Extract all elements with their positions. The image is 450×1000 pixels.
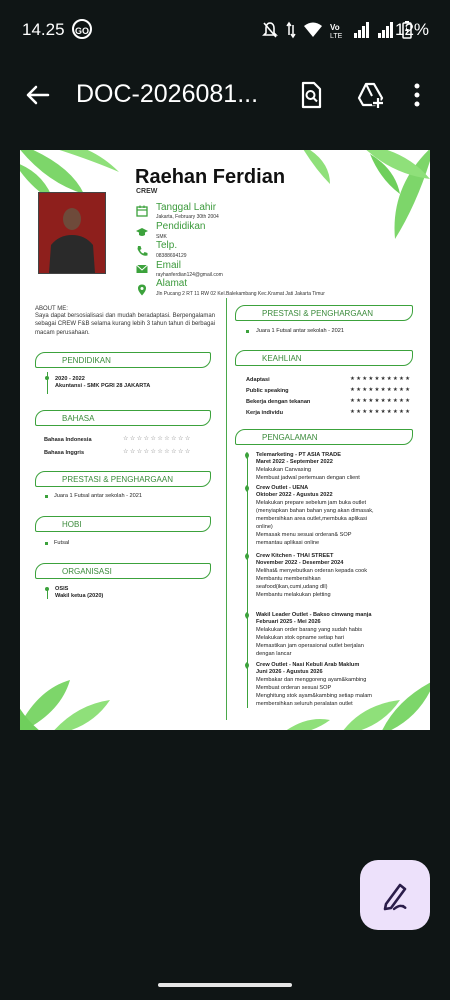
section-keahlian-heading [235,350,413,366]
award-item: Juara 1 Futsal antar sekolah - 2021 [54,493,142,499]
skill-label: Adaptasi [246,377,270,383]
section-title: PENDIDIKAN [62,356,111,365]
person-silhouette-icon [39,193,105,273]
svg-text:LTE: LTE [330,33,343,39]
skill-rating: ★★★★★★★★★★ [350,387,412,393]
go-badge-icon: GO [72,19,92,39]
job-duty: Membantu membersihkan [256,576,321,582]
info-label: Telp. [156,240,178,251]
about-heading: ABOUT ME: [35,306,68,312]
job-duty: Memastikan jam operasional outlet berjalan [256,643,364,649]
graduation-icon [136,226,148,238]
job-duty: Melakukan stok opname setiap hari [256,635,344,641]
section-organisasi-heading [35,563,211,579]
column-divider [226,298,227,720]
email-icon [136,263,148,275]
job-duty: dengan lancar [256,651,292,657]
hobby-item: Futsal [54,540,70,546]
job-duty: Membantu melakukan pletting [256,592,331,598]
job-duty: Menghitung stok ayam&kambing setiap malam [256,693,372,699]
skill-label: Kerja individu [246,410,283,416]
skill-rating: ★★★★★★★★★★ [350,398,412,404]
job-title: Crew Outlet - Nasi Kebuli Arab Maklum [256,662,360,668]
section-title: PRESTASI & PENGHARGAAN [262,309,373,318]
info-value: 08388694129 [156,253,187,259]
resume-name: Raehan Ferdian [135,166,286,188]
info-label: Pendidikan [156,221,206,232]
job-period: November 2022 - Desember 2024 [256,560,344,566]
section-title: HOBI [62,520,82,529]
job-title: Wakil Leader Outlet - Bakso cinwang manja [256,612,372,618]
job-title: Crew Outlet - UENA [256,485,309,491]
leaf-bullet-icon [243,662,251,669]
org-name: OSIS [55,586,69,592]
edu-school: Akuntansi - SMK PGRI 28 JAKARTA [55,383,151,389]
language-rating: ☆☆☆☆☆☆☆☆☆☆ [123,449,192,455]
info-label: Email [156,260,182,271]
skill-label: Bekerja dengan tekanan [246,399,311,405]
timeline-dot [45,376,49,380]
section-hobi-heading [35,516,211,532]
job-duty: Membakar dan menggoreng ayam&kambing [256,677,367,683]
job-title: Telemarketing - PT ASIA TRADE [256,452,341,458]
info-value: SMK [156,234,167,240]
phone-icon [136,245,148,257]
job-duty: Melihat& menyebutkan orderan kepada cook [256,568,368,574]
leaf-decoration-icon [270,150,430,239]
job-duty: membersihkan area outlet,membuka aplikasi [256,516,367,522]
job-period: Juni 2026 - Agustus 2026 [256,669,323,675]
job-duty: Melakukan Canvasing [256,467,312,473]
bullet [45,542,48,545]
info-value: rayhanferdian124@gmail.com [156,272,223,278]
job-period: Oktober 2022 - Agustus 2022 [256,492,333,498]
job-duty: (menyiapkan bahan bahan yang akan dimasak, [256,508,374,514]
award-item: Juara 1 Futsal antar sekolah - 2021 [256,328,344,334]
app-bar [0,64,450,128]
wifi-icon [304,22,322,38]
section-pengalaman-heading [235,429,413,445]
battery-percent: 12% [395,20,430,39]
bullet [246,330,249,333]
status-time: 14.25 [22,20,65,39]
document-title: DOC-2026081... [76,80,259,108]
resume-role: CREW [136,188,158,195]
leaf-bullet-icon [243,612,251,619]
status-icons [262,18,412,42]
add-to-drive-icon[interactable] [356,80,386,110]
job-duty: Membuat orderan sesuai SOP [256,685,332,691]
section-title: ORGANISASI [62,567,112,576]
leaf-bullet-icon [243,485,251,492]
language-rating: ☆☆☆☆☆☆☆☆☆☆ [123,436,192,442]
section-title: PENGALAMAN [262,433,318,442]
data-icon [286,21,296,39]
org-detail: Wakil ketua (2020) [55,593,104,599]
calendar-icon [136,205,148,217]
job-duty: Membuat jadwal pertemuan dengan client [256,475,360,481]
leaf-bullet-icon [243,553,251,560]
bullet [45,495,48,498]
edu-years: 2020 - 2022 [55,376,85,382]
section-bahasa-heading [35,410,211,426]
skill-rating: ★★★★★★★★★★ [350,376,412,382]
language-label: Bahasa Inggris [44,450,85,456]
job-duty: online) [256,524,273,530]
timeline-line [47,589,48,599]
about-text: Saya dapat bersosialisasi dan mudah beradaptasi. Berpengalaman sebagai CREW F&B selama kurang lebih 3 tahun tahun di berbagai macam perusahaan. [35,313,215,336]
section-pendidikan-heading [35,352,211,368]
info-value: Jln Pucang 2 RT 11 RW 02 Kel.Balekambang Kec.Kramat Jati Jakarta Timur [156,291,325,297]
job-title: Crew Kitchen - THAI STREET [256,553,334,559]
job-duty: membersihkan seluruh peralatan outlet [256,701,353,707]
skill-label: Public speaking [246,388,289,394]
signal-icon [378,22,394,38]
edit-pen-icon [360,860,430,930]
status-bar [0,0,450,60]
job-duty: memantau aplikasi online [256,540,320,546]
info-value: Jakarta, February 30th 2004 [156,214,219,220]
more-vert-icon[interactable] [410,80,424,110]
job-duty: seafood(ikan,cumi,udang dll) [256,584,328,590]
info-label: Alamat [156,278,188,289]
skill-rating: ★★★★★★★★★★ [350,409,412,415]
profile-photo [38,192,106,274]
bell-off-icon [262,21,278,39]
document-page [20,150,430,730]
job-duty: Melakukan order barang yang sudah habis [256,627,363,633]
job-duty: Melakukan prepare sebelum jam buka outlet [256,500,367,506]
signal-icon [354,22,370,38]
svg-text:Vo: Vo [330,23,340,32]
language-label: Bahasa Indonesia [44,437,92,443]
job-period: Februari 2025 - Mei 2026 [256,619,321,625]
location-icon [136,284,148,296]
job-duty: Memasak menu sesuai orderan& SOP [256,532,352,538]
volte-icon [330,21,346,39]
gesture-nav-bar[interactable] [158,983,292,987]
back-arrow-icon[interactable] [22,80,52,110]
section-title: BAHASA [62,414,95,423]
leaf-decoration-icon [20,670,115,730]
job-period: Maret 2022 - September 2022 [256,459,333,465]
leaf-bullet-icon [243,452,251,459]
section-title: PRESTASI & PENGHARGAAN [62,475,173,484]
info-label: Tanggal Lahir [156,202,217,213]
section-prestasi-right-heading [235,305,413,321]
section-title: KEAHLIAN [262,354,302,363]
find-in-page-icon[interactable] [296,80,326,110]
section-prestasi-heading [35,471,211,487]
edit-fab-button[interactable] [360,860,430,930]
